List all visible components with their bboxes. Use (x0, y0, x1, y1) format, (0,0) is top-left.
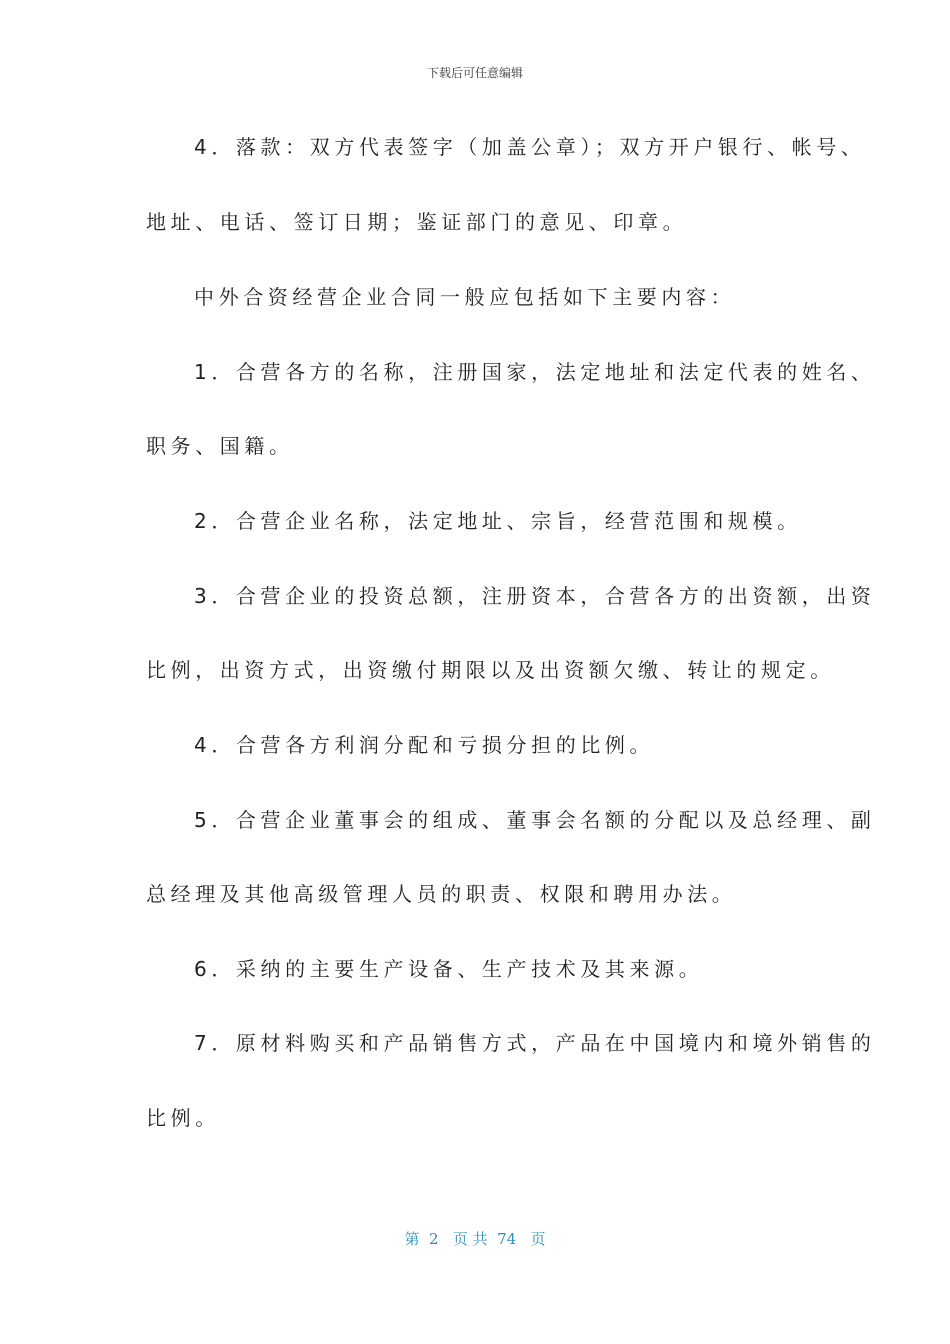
paragraph-9-line-2: 比例。 (146, 1106, 220, 1130)
paragraph-8-line-1: 6．采纳的主要生产设备、生产技术及其来源。 (194, 957, 704, 981)
page-header: 下载后可任意编辑 (426, 66, 523, 80)
paragraph-1-line-2: 地址、电话、签订日期；鉴证部门的意见、印章。 (146, 210, 688, 234)
paragraph-6-line-1: 4．合营各方利润分配和亏损分担的比例。 (194, 733, 655, 757)
paragraph-4-line-1: 2．合营企业名称，法定地址、宗旨，经营范围和规模。 (194, 509, 802, 533)
paragraph-5-line-1: 3．合营企业的投资总额，注册资本，合营各方的出资额，出资 (194, 584, 876, 608)
paragraph-2-line-1: 中外合资经营企业合同一般应包括如下主要内容： (194, 285, 736, 309)
paragraph-7-line-2: 总经理及其他高级管理人员的职责、权限和聘用办法。 (146, 882, 737, 906)
paragraph-1-line-1: 4．落款：双方代表签字（加盖公章）；双方开户银行、帐号、 (194, 135, 866, 159)
paragraph-7-line-1: 5．合营企业董事会的组成、董事会名额的分配以及总经理、副 (194, 808, 876, 832)
paragraph-3-line-2: 职务、国籍。 (146, 434, 294, 458)
paragraph-5-line-2: 比例，出资方式，出资缴付期限以及出资额欠缴、转让的规定。 (146, 658, 835, 682)
paragraph-3-line-1: 1．合营各方的名称，注册国家，法定地址和法定代表的姓名、 (194, 360, 876, 384)
page-footer: 第 2 页 共 74 页 (404, 1230, 546, 1248)
paragraph-9-line-1: 7．原材料购买和产品销售方式，产品在中国境内和境外销售的 (194, 1031, 876, 1055)
